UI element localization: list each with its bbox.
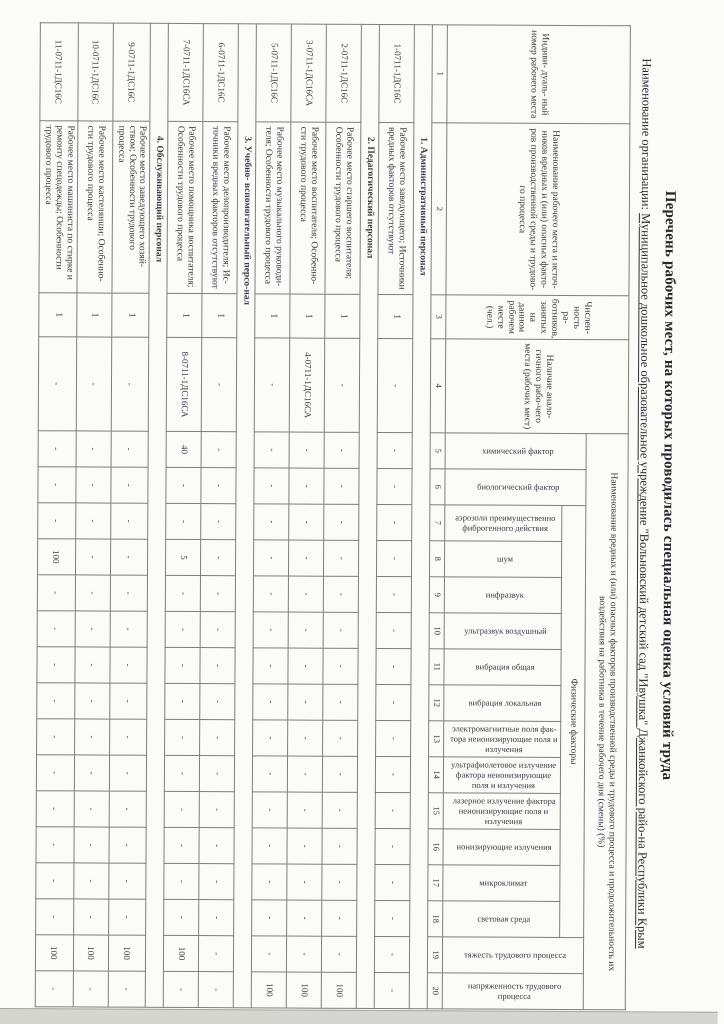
col-header-physical-factors: Физические факторы bbox=[560, 505, 586, 937]
factor-value-cell: - bbox=[254, 468, 289, 504]
row-id-cell: 6-0711-1ДС16С bbox=[203, 24, 239, 122]
col-header-workplace-number: Индиви- дуаль- ный номер рабочего места bbox=[447, 25, 630, 124]
factor-value-cell: - bbox=[324, 504, 359, 540]
factor-value-cell: - bbox=[200, 648, 235, 684]
factor-value-cell: - bbox=[165, 719, 200, 755]
factor-value-cell: - bbox=[36, 863, 74, 899]
factor-value-cell: - bbox=[199, 900, 234, 936]
factor-value-cell: - bbox=[322, 828, 357, 864]
factor-value-cell: - bbox=[375, 864, 410, 900]
factor-value-cell: - bbox=[109, 791, 147, 827]
table-row bbox=[164, 23, 204, 1007]
org-label: Наименование организации: bbox=[638, 58, 654, 211]
factor-value-cell: - bbox=[165, 791, 200, 827]
worker-count-cell: 1 bbox=[111, 293, 149, 337]
org-line bbox=[633, 58, 654, 1009]
factor-value-cell: - bbox=[254, 504, 289, 540]
analogous-workplace-cell: - bbox=[325, 338, 360, 432]
factor-value-cell: - bbox=[201, 468, 236, 504]
factor-value-cell: - bbox=[287, 936, 322, 972]
factor-value-cell: - bbox=[201, 504, 236, 540]
workplace-name-cell: Рабочее место кастелянши; Особенно-сти трудового процесса bbox=[77, 121, 113, 293]
factor-value-cell: - bbox=[253, 684, 288, 720]
factor-value-cell: - bbox=[109, 755, 147, 791]
factor-value-cell: - bbox=[254, 612, 289, 648]
table-row bbox=[199, 24, 239, 1008]
factor-value-cell: - bbox=[322, 864, 357, 900]
workplace-name-cell: Рабочее место старшего воспитателя; Особенности трудового процесса bbox=[325, 122, 361, 294]
factor-value-cell: - bbox=[35, 971, 73, 1007]
col-header-workplace-name: Наименование рабочего места и источ-ников вредных и (или) опасных факто-ров производственной среды и трудово-го процесса bbox=[446, 123, 630, 296]
factor-value-cell: - bbox=[74, 827, 109, 863]
section-cell: 1. Административный персонал bbox=[410, 25, 433, 1009]
factor-value-cell: - bbox=[252, 900, 287, 936]
factor-value-cell: 100 bbox=[73, 935, 108, 971]
worker-count-cell: 1 bbox=[378, 294, 413, 338]
factor-value-cell: - bbox=[166, 611, 201, 647]
workplace-name-cell: Рабочее место воспитателя; Особенно-сти трудового процесса bbox=[290, 122, 326, 294]
factor-value-cell: - bbox=[111, 431, 149, 467]
col-header-labor-severity: тяжесть трудового процесса bbox=[443, 937, 584, 974]
analogous-workplace-cell: - bbox=[76, 337, 111, 431]
workplace-name-cell: Рабочее место машиниста по стирке и ремонту спецодежды; Особенности трудового процесса bbox=[39, 121, 78, 293]
factor-value-cell: - bbox=[287, 864, 322, 900]
factor-value-cell: - bbox=[200, 720, 235, 756]
section-cell: 2. Педагогический персонал bbox=[357, 24, 380, 1008]
factor-value-cell: - bbox=[322, 936, 357, 972]
factor-value-cell: - bbox=[324, 576, 359, 612]
factor-value-cell: - bbox=[200, 756, 235, 792]
factor-label-cell: лазерное излучение фактора неионизирующие поля и излучения bbox=[444, 793, 561, 830]
factor-label-cell: вибрация общая bbox=[444, 649, 561, 686]
factor-value-cell: - bbox=[110, 647, 148, 683]
factor-value-cell: - bbox=[252, 828, 287, 864]
factor-value-cell: - bbox=[199, 864, 234, 900]
factor-value-cell: - bbox=[201, 540, 236, 576]
numbering-cell: 13 bbox=[429, 721, 444, 757]
factor-value-cell: - bbox=[254, 576, 289, 612]
factor-value-cell: - bbox=[109, 827, 147, 863]
numbering-cell: 18 bbox=[428, 901, 443, 937]
factor-value-cell: - bbox=[166, 575, 201, 611]
factor-value-cell: - bbox=[74, 683, 109, 719]
analogous-workplace-cell: - bbox=[255, 338, 290, 432]
factor-value-cell: - bbox=[289, 504, 324, 540]
section-cell: 4. Обслуживающий персонал bbox=[146, 23, 169, 1007]
factor-value-cell: 100 bbox=[108, 935, 146, 971]
col-header-labor-intensity: напряженность трудового процесса bbox=[443, 973, 584, 1010]
factor-value-cell: - bbox=[324, 612, 359, 648]
factor-value-cell: - bbox=[110, 539, 148, 575]
factor-value-cell: - bbox=[289, 612, 324, 648]
col-header-worker-count: Числен- ность ра- ботников, занятых на данном рабочем месте (чел.) bbox=[446, 295, 629, 340]
table-row bbox=[73, 23, 113, 1007]
factor-value-cell: - bbox=[288, 648, 323, 684]
factor-value-cell: 100 bbox=[252, 972, 287, 1008]
factor-value-cell: - bbox=[325, 432, 360, 468]
factor-value-cell: - bbox=[252, 864, 287, 900]
factor-value-cell: - bbox=[376, 792, 411, 828]
factor-value-cell: - bbox=[253, 756, 288, 792]
workplace-name-cell: Рабочее место музыкального руководи-теля; Особенности трудового процесса bbox=[255, 122, 291, 294]
analogous-workplace-cell: 8-0711-1ДС16СА bbox=[167, 337, 202, 431]
factor-label-cell: ионизирующие излучения bbox=[443, 829, 560, 866]
worker-count-cell: 1 bbox=[202, 294, 237, 338]
factor-value-cell: - bbox=[289, 468, 324, 504]
header-row-groups bbox=[584, 26, 631, 1010]
factor-value-cell: - bbox=[202, 432, 237, 468]
numbering-cell: 4 bbox=[431, 339, 446, 433]
factor-value-cell: - bbox=[377, 468, 412, 504]
analogous-workplace-cell: - bbox=[378, 338, 413, 432]
table-row bbox=[108, 23, 151, 1007]
workplace-name-cell: Рабочее место заведующего; Источники вредных факторов отсутствуют bbox=[378, 122, 414, 294]
factor-value-cell: - bbox=[290, 432, 325, 468]
factor-value-cell: - bbox=[37, 683, 75, 719]
worker-count-cell: 1 bbox=[167, 293, 202, 337]
factor-label-cell: электромагнитные поля фак-тора неионизирующие поля и излучения bbox=[444, 721, 561, 758]
factor-value-cell: - bbox=[200, 684, 235, 720]
factor-value-cell: 40 bbox=[167, 431, 202, 467]
factor-value-cell: - bbox=[322, 900, 357, 936]
factor-value-cell: - bbox=[199, 828, 234, 864]
numbering-cell: 11 bbox=[429, 649, 444, 685]
factor-value-cell: - bbox=[287, 828, 322, 864]
factor-value-cell: - bbox=[289, 576, 324, 612]
factor-value-cell: 100 bbox=[322, 972, 357, 1008]
workplace-name-cell: Рабочее место заведующего хозяй-ством; Особенности трудового процесса bbox=[112, 121, 151, 293]
worker-count-cell: 1 bbox=[325, 294, 360, 338]
workplace-name-cell: Рабочее место помощника воспитателя; Особенности трудового процесса bbox=[167, 121, 203, 293]
factor-value-cell: - bbox=[288, 792, 323, 828]
numbering-cell: 14 bbox=[429, 757, 444, 793]
factor-value-cell: - bbox=[36, 755, 74, 791]
factor-value-cell: - bbox=[376, 756, 411, 792]
factor-value-cell: - bbox=[166, 467, 201, 503]
factor-value-cell: - bbox=[36, 791, 74, 827]
factor-value-cell: - bbox=[36, 827, 74, 863]
factor-value-cell: - bbox=[165, 683, 200, 719]
factor-value-cell: - bbox=[164, 827, 199, 863]
analogous-workplace-cell: - bbox=[202, 338, 237, 432]
row-id-cell: 2-0711-1ДС16С bbox=[326, 24, 362, 122]
factor-value-cell: - bbox=[75, 611, 110, 647]
numbering-cell: 10 bbox=[430, 613, 445, 649]
factor-value-cell: - bbox=[288, 720, 323, 756]
factor-value-cell: - bbox=[74, 755, 109, 791]
factor-value-cell: - bbox=[75, 539, 110, 575]
factor-value-cell: - bbox=[166, 503, 201, 539]
factor-value-cell: - bbox=[38, 431, 76, 467]
factor-value-cell: - bbox=[164, 863, 199, 899]
factor-label-cell: ультрафиолетовое излучение фактора неионизирующие поля и излучения bbox=[444, 757, 561, 794]
row-id-cell: 10-0711-1ДС16С bbox=[78, 23, 114, 121]
factor-value-cell: - bbox=[253, 720, 288, 756]
factor-value-cell: - bbox=[75, 647, 110, 683]
row-id-cell: 1-0711-1ДС16С bbox=[379, 24, 415, 122]
factor-value-cell: - bbox=[201, 576, 236, 612]
factor-value-cell: - bbox=[108, 899, 146, 935]
worker-count-cell: 1 bbox=[255, 294, 290, 338]
factor-value-cell: - bbox=[109, 719, 147, 755]
factor-value-cell: - bbox=[75, 503, 110, 539]
factor-value-cell: - bbox=[164, 899, 199, 935]
numbering-cell: 2 bbox=[431, 123, 447, 295]
row-id-cell: 5-0711-1ДС16С bbox=[256, 24, 292, 122]
factor-value-cell: - bbox=[111, 467, 149, 503]
row-id-cell: 3-0711-1ДС16СА bbox=[291, 24, 327, 122]
factor-value-cell: 5 bbox=[166, 539, 201, 575]
factor-value-cell: - bbox=[108, 971, 146, 1007]
factor-value-cell: - bbox=[38, 467, 76, 503]
factor-value-cell: - bbox=[323, 684, 358, 720]
factor-value-cell: - bbox=[377, 612, 412, 648]
factor-value-cell: - bbox=[323, 792, 358, 828]
factor-value-cell: - bbox=[287, 900, 322, 936]
table-row bbox=[375, 24, 415, 1008]
factor-value-cell: 100 bbox=[287, 972, 322, 1008]
col-header-factors-group: Наименование вредных и (или) опасных факторов производственной среды и трудового процесса и продолжительность их воздействия на работника в течение рабочего дня (смены) (%) bbox=[584, 434, 629, 1010]
factor-value-cell: 100 bbox=[35, 935, 73, 971]
factor-value-cell: - bbox=[73, 863, 108, 899]
factor-value-cell: - bbox=[252, 936, 287, 972]
factor-value-cell: - bbox=[109, 683, 147, 719]
factor-value-cell: - bbox=[377, 540, 412, 576]
numbering-cell: 8 bbox=[430, 541, 445, 577]
factor-value-cell: - bbox=[37, 575, 75, 611]
numbering-cell: 3 bbox=[431, 295, 446, 339]
table-row bbox=[322, 24, 362, 1008]
factor-value-cell: - bbox=[76, 431, 111, 467]
col-header-chemical: химический фактор bbox=[446, 433, 587, 470]
analogous-workplace-cell: 4-0711-1ДС16СА bbox=[290, 338, 325, 432]
factor-value-cell: - bbox=[254, 540, 289, 576]
factor-value-cell: 100 bbox=[37, 539, 75, 575]
factor-value-cell: - bbox=[376, 720, 411, 756]
factor-value-cell: - bbox=[76, 467, 111, 503]
factor-value-cell: - bbox=[288, 756, 323, 792]
factor-value-cell: - bbox=[165, 755, 200, 791]
factor-value-cell: - bbox=[200, 792, 235, 828]
factor-value-cell: - bbox=[201, 612, 236, 648]
scan-edge-shadow bbox=[0, 1008, 718, 1024]
factor-value-cell: - bbox=[377, 504, 412, 540]
factor-value-cell: - bbox=[288, 684, 323, 720]
workplace-table bbox=[35, 22, 632, 1010]
factor-label-cell: аэрозоли преимущественно фиброгенного действия bbox=[445, 505, 562, 542]
factor-value-cell: - bbox=[377, 576, 412, 612]
factor-value-cell: - bbox=[375, 972, 410, 1008]
factor-value-cell: - bbox=[108, 863, 146, 899]
factor-value-cell: - bbox=[110, 503, 148, 539]
factor-value-cell: - bbox=[376, 684, 411, 720]
table-row bbox=[35, 23, 78, 1007]
factor-label-cell: световая среда bbox=[443, 901, 560, 938]
factor-value-cell: - bbox=[164, 971, 199, 1007]
factor-value-cell: - bbox=[36, 719, 74, 755]
factor-value-cell: - bbox=[199, 936, 234, 972]
factor-value-cell: - bbox=[38, 503, 76, 539]
factor-value-cell: - bbox=[74, 719, 109, 755]
numbering-cell: 17 bbox=[428, 865, 443, 901]
factor-value-cell: - bbox=[75, 575, 110, 611]
factor-label-cell: инфразвук bbox=[445, 577, 562, 614]
factor-label-cell: микроклимат bbox=[443, 865, 560, 902]
factor-value-cell: - bbox=[324, 540, 359, 576]
factor-value-cell: - bbox=[375, 828, 410, 864]
factor-value-cell: - bbox=[376, 648, 411, 684]
workplace-name-cell: Рабочее место делопроизводителя; Ис-точники вредных факторов отсутствуют bbox=[202, 122, 238, 294]
analogous-workplace-cell: - bbox=[38, 337, 76, 431]
worker-count-cell: 1 bbox=[290, 294, 325, 338]
factor-value-cell: - bbox=[36, 899, 74, 935]
numbering-cell: 9 bbox=[430, 577, 445, 613]
factor-label-cell: вибрация локальная bbox=[444, 685, 561, 722]
factor-value-cell: - bbox=[323, 756, 358, 792]
factor-value-cell: - bbox=[378, 432, 413, 468]
numbering-cell: 19 bbox=[428, 937, 443, 973]
factor-value-cell: - bbox=[73, 971, 108, 1007]
factor-value-cell: - bbox=[110, 575, 148, 611]
factor-value-cell: - bbox=[165, 647, 200, 683]
col-header-analogous: Наличие анало-гичного рабо-чего места (рабочих мест) bbox=[446, 339, 629, 434]
factor-value-cell: - bbox=[253, 648, 288, 684]
analogous-workplace-cell: - bbox=[111, 337, 149, 431]
numbering-cell: 15 bbox=[429, 793, 444, 829]
factor-label-cell: шум bbox=[445, 541, 562, 578]
numbering-cell: 7 bbox=[430, 505, 445, 541]
numbering-cell: 5 bbox=[431, 433, 446, 469]
page-title: Перечень рабочих мест, на которых проводилась специальная оценка условий труда bbox=[658, 190, 679, 781]
table-row bbox=[252, 24, 292, 1008]
section-cell: 3. Учебно- вспомогательный персо-нал bbox=[234, 24, 257, 1008]
numbering-cell: 12 bbox=[429, 685, 444, 721]
col-header-biological: биологический фактор bbox=[445, 469, 586, 506]
numbering-cell: 1 bbox=[432, 25, 448, 123]
row-id-cell: 11-0711-1ДС16С bbox=[40, 23, 78, 121]
factor-value-cell: - bbox=[73, 899, 108, 935]
factor-label-cell: ультразвук воздушный bbox=[445, 613, 562, 650]
factor-value-cell: - bbox=[323, 648, 358, 684]
factor-value-cell: - bbox=[37, 611, 75, 647]
org-name: Муниципальное дошкольное образовательное учреждение "Вольновский детский сад "Ивушка" Джанкойского райо-на Республики Крым bbox=[635, 213, 653, 949]
factor-value-cell: - bbox=[74, 791, 109, 827]
factor-value-cell: 100 bbox=[164, 935, 199, 971]
factor-value-cell: - bbox=[324, 468, 359, 504]
factor-value-cell: - bbox=[253, 792, 288, 828]
factor-value-cell: - bbox=[375, 936, 410, 972]
factor-value-cell: - bbox=[110, 611, 148, 647]
factor-value-cell: - bbox=[323, 720, 358, 756]
worker-count-cell: 1 bbox=[39, 293, 77, 337]
numbering-cell: 16 bbox=[428, 829, 443, 865]
worker-count-cell: 1 bbox=[76, 293, 111, 337]
numbering-cell: 20 bbox=[428, 973, 443, 1009]
row-id-cell: 7-0711-1ДС16СА bbox=[168, 23, 204, 121]
factor-value-cell: - bbox=[37, 647, 75, 683]
factor-value-cell: - bbox=[375, 900, 410, 936]
row-id-cell: 9-0711-1ДС16С bbox=[113, 23, 151, 121]
factor-value-cell: - bbox=[255, 432, 290, 468]
factor-value-cell: - bbox=[199, 972, 234, 1008]
numbering-cell: 6 bbox=[430, 469, 445, 505]
table-row bbox=[287, 24, 327, 1008]
factor-value-cell: - bbox=[289, 540, 324, 576]
